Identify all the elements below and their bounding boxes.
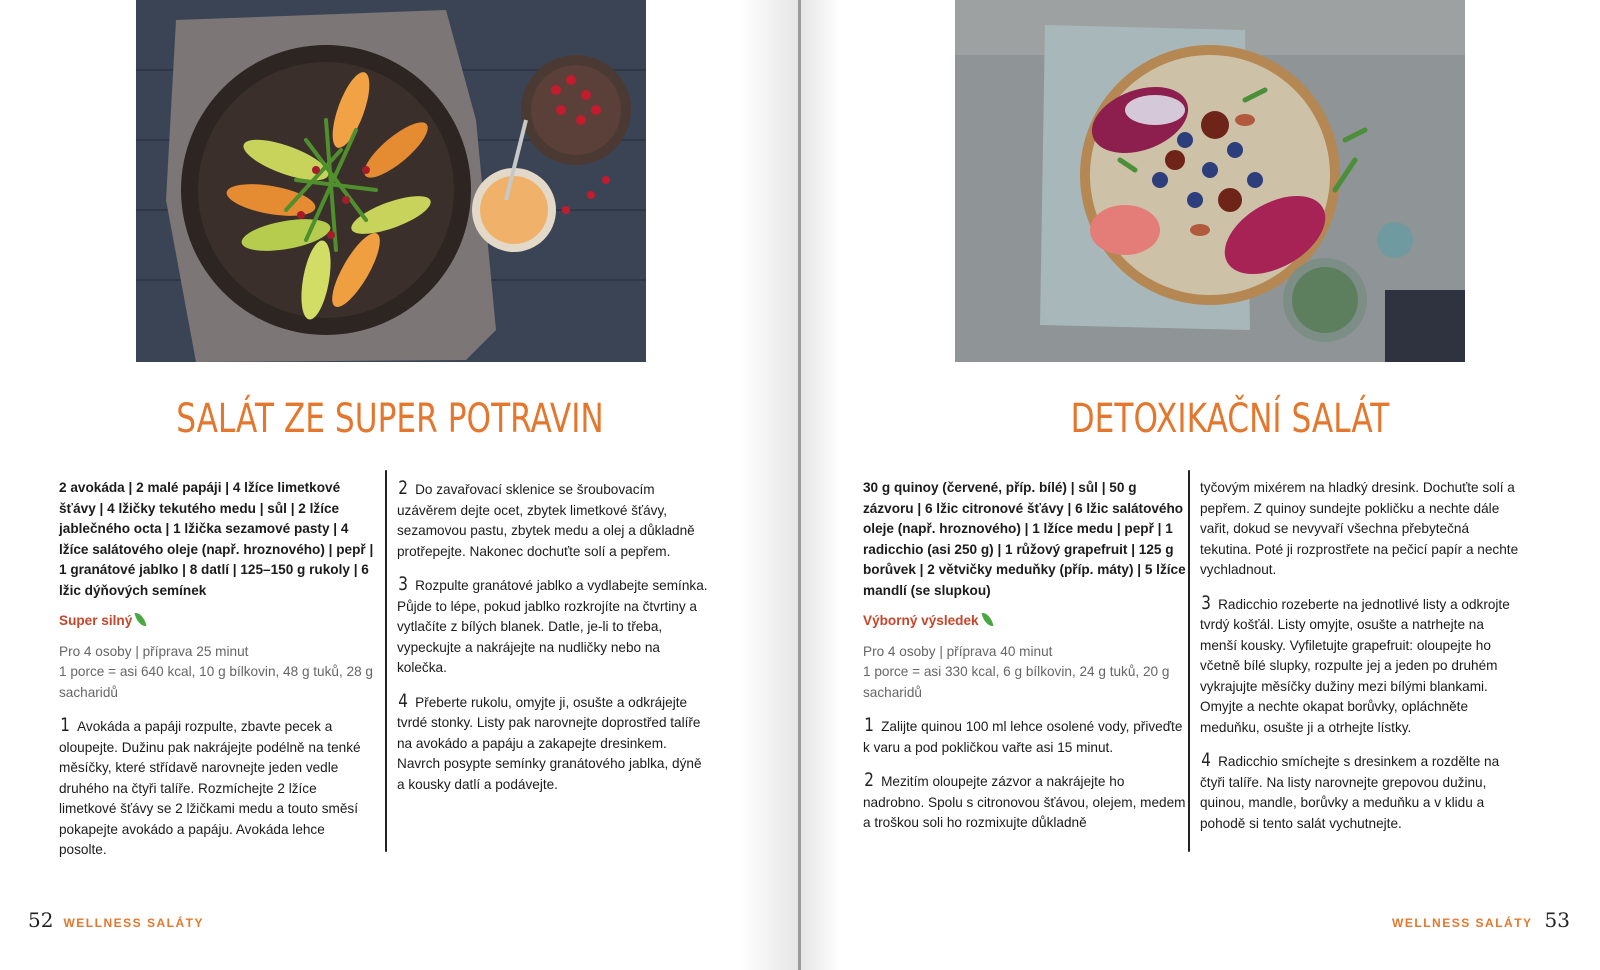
step-4	[1200, 750, 1520, 834]
servings: Pro 4 osoby | příprava 40 minut	[863, 643, 1053, 659]
tag-label: Super silný	[59, 613, 133, 628]
leaf-icon	[135, 611, 147, 628]
step-number: 3	[1201, 591, 1211, 614]
recipe-tag	[59, 611, 374, 632]
step-2-continued	[1200, 478, 1520, 581]
book-spine	[798, 0, 801, 970]
step-number: 2	[398, 477, 408, 499]
step-2	[397, 478, 712, 562]
superfood-salad-photo	[136, 0, 646, 362]
nutrition: 1 porce = asi 640 kcal, 10 g bílkovin, 48 g tuků, 28 g sacharidů	[59, 664, 373, 700]
step-text: tyčovým mixérem na hladký dresink. Dochuťte solí a pepřem. Z quinoy sundejte pokličku a nechte dále vařit, dokud se nevyvaří všechna přebytečná tekutina. Poté ji rozprostřete na pečicí papír a nechte vychladnout.	[1200, 480, 1519, 577]
step-1	[59, 715, 374, 861]
page-footer	[28, 908, 204, 932]
leaf-icon	[981, 611, 993, 628]
recipe-title: SALÁT ZE SUPER POTRAVIN	[176, 396, 604, 442]
servings: Pro 4 osoby | příprava 25 minut	[59, 643, 249, 659]
step-number: 4	[1201, 749, 1211, 771]
step-number: 1	[60, 714, 70, 736]
ingredients: 30 g quinoy (červené, příp. bílé) | sůl | 50 g zázvoru | 6 lžic citronové šťávy | 6 lžic salátového oleje (např. hroznového) | 1 lžíce medu | pepř | 1 radicchio (asi 250 g) | 1 růžový grapefruit | 125 g borůvek | 2 větvičky meduňky (příp. máty) | 5 lžíce mandlí (se slupkou)	[863, 480, 1186, 598]
recipe-info-column	[863, 478, 1188, 834]
ingredients: 2 avokáda | 2 malé papáji | 4 lžíce limetkové šťávy | 4 lžičky tekutého medu | sůl | 2 lžíce jablečného octa | 1 lžička sezamové pasty | 4 lžíce salátového oleje (např. hroznového) | pepř | 1 granátové jablko | 8 datlí | 125–150 g rukoly | 6 lžic dýňových semínek	[59, 480, 374, 598]
step-text: Radicchio smíchejte s dresinkem a rozdělte na čtyři talíře. Na listy narovnejte grepovou dužinu, quinou, mandle, borůvky a meduňku a v klidu a pohodě si tento salát vychutnejte.	[1200, 754, 1500, 831]
step-number: 1	[864, 714, 874, 736]
recipe-title: DETOXIKAČNÍ SALÁT	[1070, 396, 1390, 442]
column-divider	[385, 470, 387, 852]
step-text: Zalijte quinou 100 ml lehce osolené vody, přiveďte k varu a pod pokličkou vařte asi 15 minut.	[863, 719, 1183, 755]
step-number: 2	[864, 769, 874, 791]
step-text: Radicchio rozeberte na jednotlivé listy a odkrojte tvrdý košťál. Listy omyjte, osušte a natrhejte na menší kousky. Vyfiletujte grapefruit: oloupejte ho včetně bílé slupky, rozpulte jej a jeden po druhém vykrajujte měsíčky dužiny mezi bílými blankami. Omyjte a nechte okapat borůvky, opláchněte meduňku, osušte ji a otrhejte lístky.	[1200, 596, 1510, 735]
page-number: 52	[28, 908, 54, 932]
right-page	[800, 0, 1600, 970]
section-name: WELLNESS SALÁTY	[63, 916, 204, 930]
step-text: Avokáda a papáji rozpulte, zbavte pecek a oloupejte. Dužinu pak nakrájejte podélně na tenké měsíčky, které střídavě narovnejte jeden vedle druhého na čtyři talíře. Rozmíchejte 2 lžíce limetkové šťávy se 2 lžičkami medu a touto směsí pokapejte avokádo a papáju. Avokáda lehce posolte.	[59, 719, 361, 857]
page-number: 53	[1544, 908, 1570, 932]
step-text: Mezitím oloupejte zázvor a nakrájejte ho nadrobno. Spolu s citronovou šťávou, olejem, medem a troškou soli ho rozmixujte důkladně	[863, 774, 1186, 830]
step-text: Do zavařovací sklenice se šroubovacím uzávěrem dejte ocet, zbytek limetkové šťávy, sezamovou pastu, zbytek medu a olej a důkladně protřepejte. Nakonec dochuťte solí a pepřem.	[397, 482, 695, 559]
step-text: Rozpulte granátové jablko a vydlabejte semínka. Půjde to lépe, pokud jablko rozkrojíte na čtvrtiny a vytlačíte z bílých blanek. Datle, je-li to třeba, vypeckujte a nakrájejte na nudličky nebo na kolečka.	[397, 578, 708, 675]
detox-salad-photo	[955, 0, 1465, 362]
step-text: Přeberte rukolu, omyjte ji, osušte a odkrájejte tvrdé stonky. Listy pak narovnejte doprostřed talíře na avokádo a papáju a zakapejte dresinkem. Navrch posypte semínky granátového jablka, dýně a kousky datlí a podávejte.	[397, 694, 702, 792]
steps-column	[397, 478, 712, 795]
step-number: 3	[398, 573, 408, 595]
section-name: WELLNESS SALÁTY	[1392, 916, 1533, 930]
step-3	[397, 574, 712, 679]
step-number: 4	[398, 689, 408, 712]
column-divider	[1188, 470, 1190, 852]
steps-column	[1200, 478, 1520, 834]
step-4	[397, 691, 712, 796]
nutrition: 1 porce = asi 330 kcal, 6 g bílkovin, 24 g tuků, 20 g sacharidů	[863, 664, 1170, 700]
step-2	[863, 770, 1188, 834]
recipe-tag	[863, 611, 1188, 632]
page-footer	[1392, 908, 1570, 932]
recipe-info-column	[59, 478, 374, 861]
step-3	[1200, 593, 1520, 739]
tag-label: Výborný výsledek	[863, 613, 979, 628]
step-1	[863, 715, 1188, 758]
